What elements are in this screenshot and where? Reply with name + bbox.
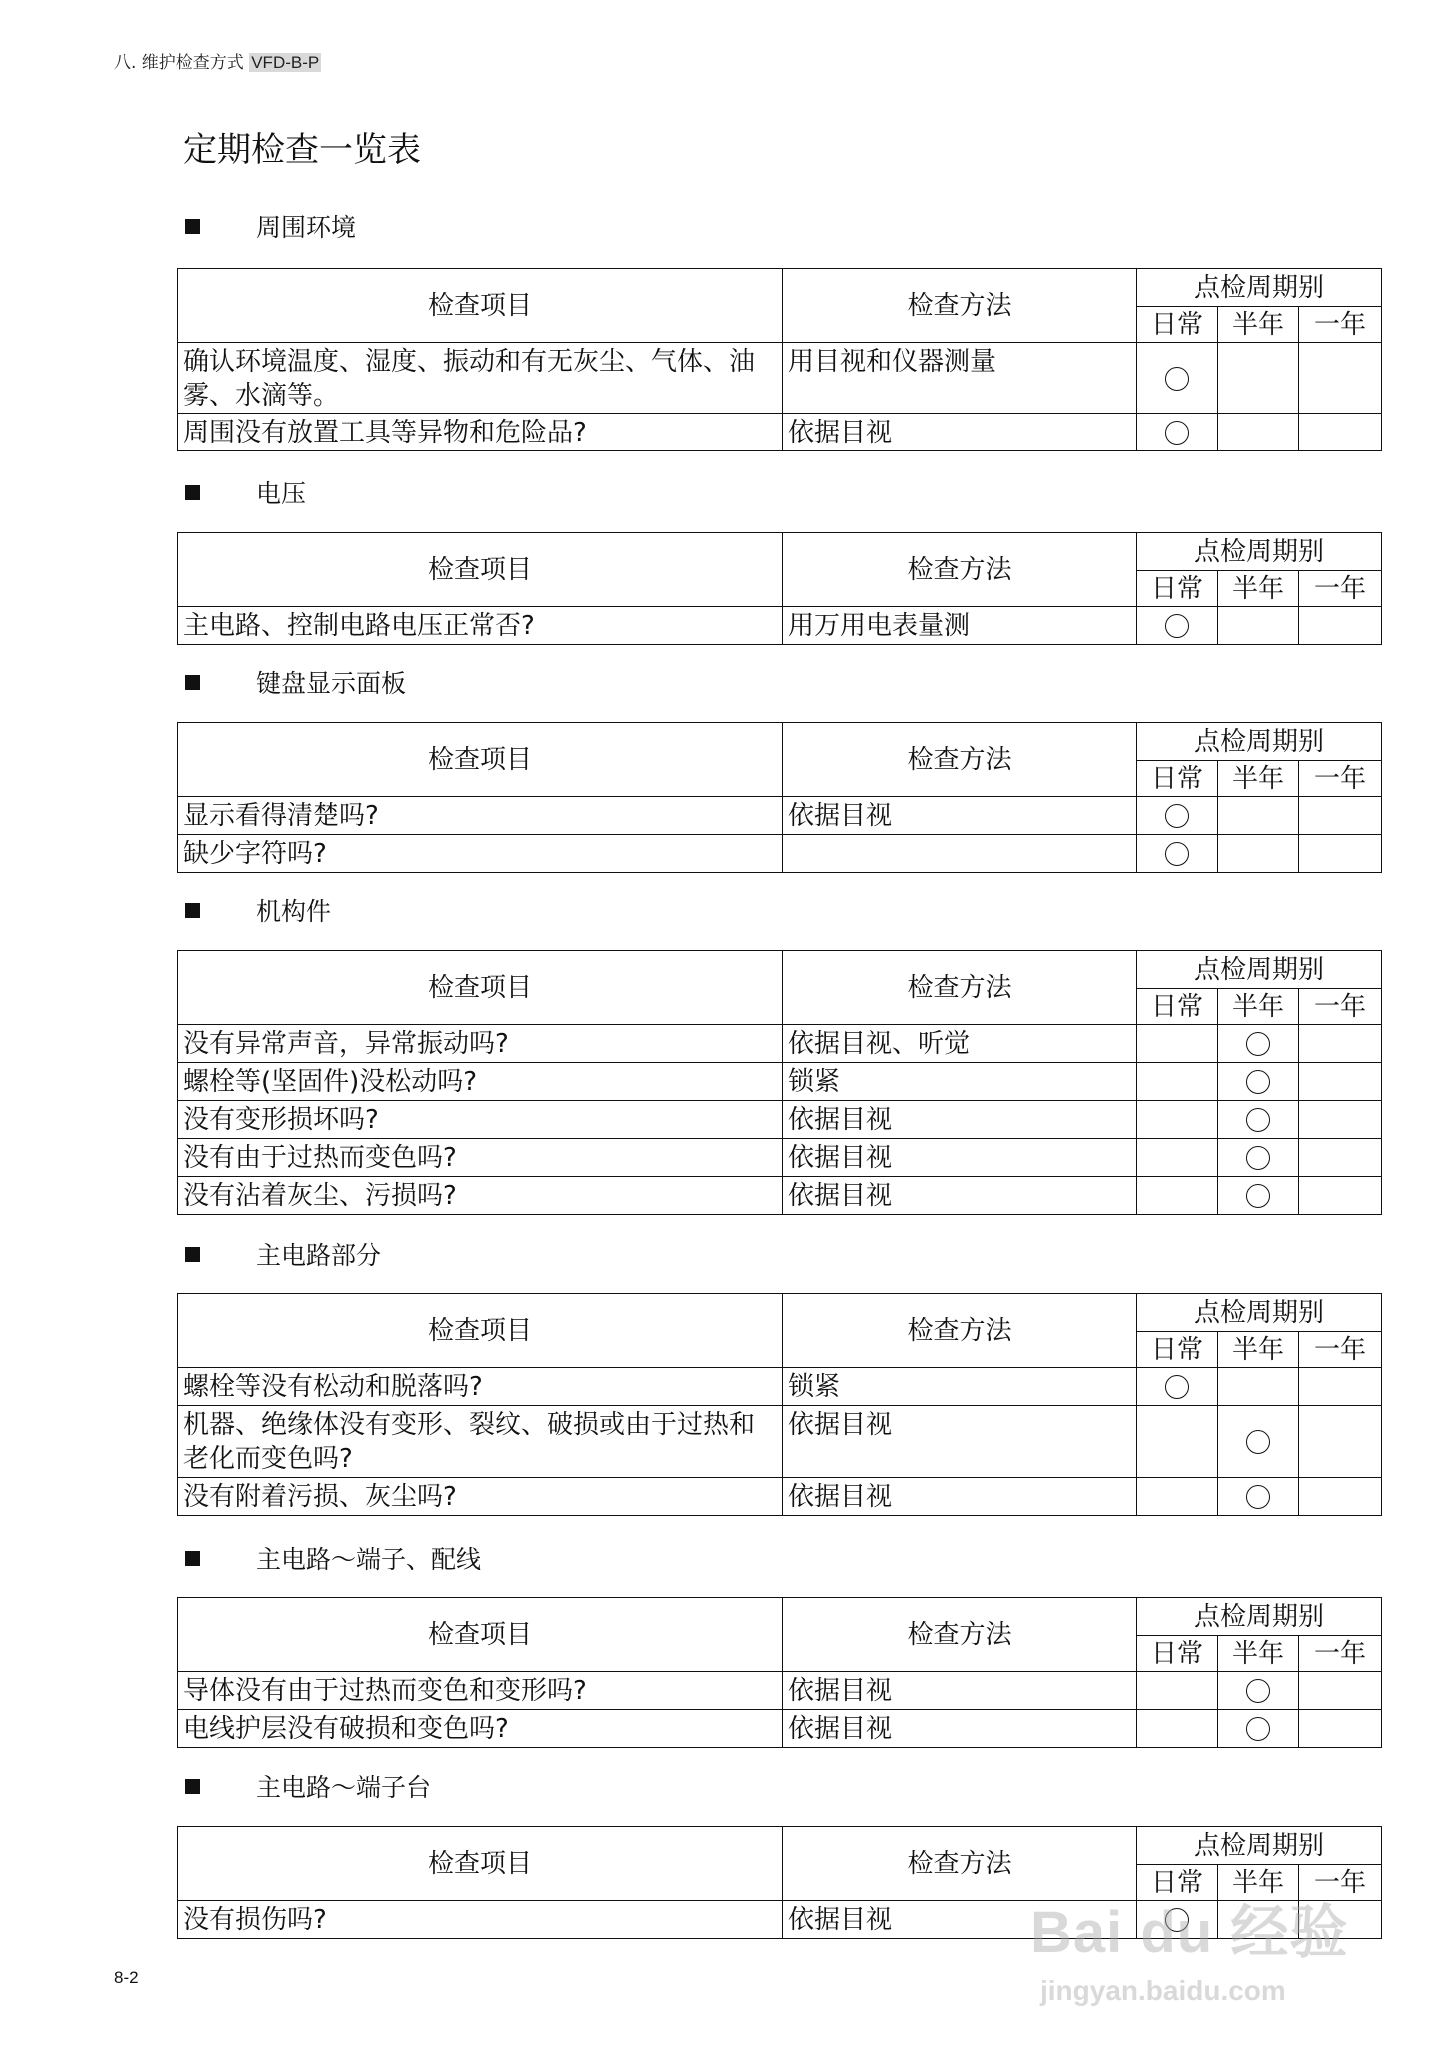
inspection-table [177, 532, 1382, 645]
period-cell-yearly [1299, 797, 1382, 835]
section-heading [185, 892, 331, 928]
check-method: 依据目视 [783, 1478, 1137, 1516]
table-row [178, 1710, 1382, 1748]
check-method: 用万用电表量测 [783, 607, 1137, 645]
check-method: 依据目视 [783, 797, 1137, 835]
header-yearly: 一年 [1299, 989, 1382, 1025]
period-cell-yearly [1299, 835, 1382, 873]
check-method: 依据目视、听觉 [783, 1025, 1137, 1063]
section-heading-text: 键盘显示面板 [256, 669, 407, 698]
header-half-year: 半年 [1218, 571, 1299, 607]
period-cell-half-year [1218, 1063, 1299, 1101]
header-item: 检查项目 [178, 269, 783, 343]
section-heading-text: 主电路～端子、配线 [256, 1545, 482, 1574]
inspection-table [177, 722, 1382, 873]
circle-mark-icon [1165, 842, 1189, 866]
header-half-year: 半年 [1218, 989, 1299, 1025]
table-row [178, 1177, 1382, 1215]
header-method: 检查方法 [783, 533, 1137, 607]
check-method: 锁紧 [783, 1368, 1137, 1406]
check-item: 没有附着污损、灰尘吗? [178, 1478, 783, 1516]
header-daily: 日常 [1137, 761, 1218, 797]
model-label: VFD-B-P [251, 53, 320, 72]
table-row [178, 1063, 1382, 1101]
period-cell-daily [1137, 1710, 1218, 1748]
page-title: 定期检查一览表 [183, 130, 421, 170]
period-cell-daily [1137, 414, 1218, 451]
check-method: 依据目视 [783, 414, 1137, 451]
check-item: 主电路、控制电路电压正常否? [178, 607, 783, 645]
header-method: 检查方法 [783, 723, 1137, 797]
header-period: 点检周期别 [1137, 1598, 1382, 1636]
section-heading [185, 474, 306, 510]
circle-mark-icon [1165, 804, 1189, 828]
period-cell-daily [1137, 1025, 1218, 1063]
circle-mark-icon [1246, 1679, 1270, 1703]
square-bullet-icon [185, 675, 200, 690]
check-method [783, 835, 1137, 873]
circle-mark-icon [1246, 1184, 1270, 1208]
circle-mark-icon [1246, 1430, 1270, 1454]
period-cell-daily [1137, 1139, 1218, 1177]
period-cell-yearly [1299, 1672, 1382, 1710]
check-method: 依据目视 [783, 1901, 1137, 1939]
check-item: 电线护层没有破损和变色吗? [178, 1710, 783, 1748]
header-item: 检查项目 [178, 1598, 783, 1672]
period-cell-yearly [1299, 343, 1382, 414]
square-bullet-icon [185, 1247, 200, 1262]
table-row [178, 343, 1382, 414]
square-bullet-icon [185, 1779, 200, 1794]
period-cell-yearly [1299, 1101, 1382, 1139]
header-period: 点检周期别 [1137, 723, 1382, 761]
circle-mark-icon [1246, 1032, 1270, 1056]
period-cell-yearly [1299, 414, 1382, 451]
period-cell-half-year [1218, 1710, 1299, 1748]
period-cell-half-year [1218, 1368, 1299, 1406]
watermark-url: jingyan.baidu.com [1040, 1975, 1286, 2006]
section-heading [185, 1768, 431, 1804]
header-yearly: 一年 [1299, 307, 1382, 343]
header-yearly: 一年 [1299, 571, 1382, 607]
header-daily: 日常 [1137, 571, 1218, 607]
header-daily: 日常 [1137, 1636, 1218, 1672]
check-method: 依据目视 [783, 1710, 1137, 1748]
circle-mark-icon [1246, 1108, 1270, 1132]
check-item: 没有变形损坏吗? [178, 1101, 783, 1139]
period-cell-yearly [1299, 1710, 1382, 1748]
period-cell-daily [1137, 1406, 1218, 1478]
header-method: 检查方法 [783, 269, 1137, 343]
period-cell-daily [1137, 1672, 1218, 1710]
check-item: 没有异常声音，异常振动吗? [178, 1025, 783, 1063]
period-cell-daily [1137, 1101, 1218, 1139]
circle-mark-icon [1165, 367, 1189, 391]
header-item: 检查项目 [178, 723, 783, 797]
header-daily: 日常 [1137, 1332, 1218, 1368]
header-method: 检查方法 [783, 1598, 1137, 1672]
section-heading [185, 1236, 381, 1272]
table-row [178, 1139, 1382, 1177]
header-period: 点检周期别 [1137, 269, 1382, 307]
watermark [1030, 1885, 1348, 2007]
table-row [178, 1406, 1382, 1478]
table-row [178, 414, 1382, 451]
period-cell-half-year [1218, 1478, 1299, 1516]
section-heading-text: 电压 [256, 479, 307, 508]
check-item: 没有由于过热而变色吗? [178, 1139, 783, 1177]
circle-mark-icon [1246, 1717, 1270, 1741]
inspection-table [177, 1597, 1382, 1748]
header-half-year: 半年 [1218, 1332, 1299, 1368]
circle-mark-icon [1165, 614, 1189, 638]
inspection-table [177, 1293, 1382, 1516]
table-row [178, 1672, 1382, 1710]
watermark-logo: Bai du 经验 [1030, 1900, 1349, 1965]
period-cell-half-year [1218, 835, 1299, 873]
inspection-table [177, 268, 1382, 451]
header-item: 检查项目 [178, 951, 783, 1025]
circle-mark-icon [1246, 1070, 1270, 1094]
period-cell-half-year [1218, 1139, 1299, 1177]
check-item: 导体没有由于过热而变色和变形吗? [178, 1672, 783, 1710]
period-cell-daily [1137, 797, 1218, 835]
table-row [178, 797, 1382, 835]
table-row [178, 1025, 1382, 1063]
header-yearly: 一年 [1299, 1636, 1382, 1672]
page-number: 8-2 [114, 1968, 139, 1987]
square-bullet-icon [185, 903, 200, 918]
header-half-year: 半年 [1218, 1865, 1299, 1901]
period-cell-yearly [1299, 1025, 1382, 1063]
check-method: 依据目视 [783, 1177, 1137, 1215]
check-method: 依据目视 [783, 1672, 1137, 1710]
check-method: 依据目视 [783, 1101, 1137, 1139]
table-row [178, 835, 1382, 873]
header-daily: 日常 [1137, 307, 1218, 343]
check-item: 螺栓等没有松动和脱落吗? [178, 1368, 783, 1406]
header-item: 检查项目 [178, 1827, 783, 1901]
section-heading-text: 主电路～端子台 [256, 1773, 432, 1802]
period-cell-yearly [1299, 1368, 1382, 1406]
period-cell-half-year [1218, 343, 1299, 414]
period-cell-daily [1137, 1368, 1218, 1406]
check-item: 周围没有放置工具等异物和危险品? [178, 414, 783, 451]
chapter-label: 八. 维护检查方式 [114, 53, 244, 73]
period-cell-yearly [1299, 1478, 1382, 1516]
table-row [178, 1478, 1382, 1516]
circle-mark-icon [1246, 1485, 1270, 1509]
period-cell-half-year [1218, 1177, 1299, 1215]
section-heading [185, 208, 356, 244]
period-cell-yearly [1299, 1063, 1382, 1101]
header-item: 检查项目 [178, 1294, 783, 1368]
circle-mark-icon [1165, 421, 1189, 445]
period-cell-half-year [1218, 1025, 1299, 1063]
section-heading-text: 主电路部分 [256, 1241, 382, 1270]
period-cell-half-year [1218, 1406, 1299, 1478]
period-cell-half-year [1218, 414, 1299, 451]
check-item: 螺栓等(坚固件)没松动吗? [178, 1063, 783, 1101]
header-method: 检查方法 [783, 1294, 1137, 1368]
check-item: 缺少字符吗? [178, 835, 783, 873]
section-heading [185, 1540, 481, 1576]
period-cell-daily [1137, 1478, 1218, 1516]
period-cell-half-year [1218, 1672, 1299, 1710]
period-cell-yearly [1299, 607, 1382, 645]
check-item: 没有损伤吗? [178, 1901, 783, 1939]
check-item: 显示看得清楚吗? [178, 797, 783, 835]
check-method: 依据目视 [783, 1406, 1137, 1478]
period-cell-yearly [1299, 1139, 1382, 1177]
table-row [178, 607, 1382, 645]
period-cell-yearly [1299, 1406, 1382, 1478]
period-cell-daily [1137, 1063, 1218, 1101]
header-daily: 日常 [1137, 989, 1218, 1025]
section-heading [185, 664, 406, 700]
header-period: 点检周期别 [1137, 1827, 1382, 1865]
running-header [114, 48, 321, 73]
section-heading-text: 周围环境 [256, 213, 357, 242]
square-bullet-icon [185, 485, 200, 500]
period-cell-half-year [1218, 607, 1299, 645]
table-row [178, 1101, 1382, 1139]
circle-mark-icon [1246, 1146, 1270, 1170]
square-bullet-icon [185, 1551, 200, 1566]
square-bullet-icon [185, 219, 200, 234]
check-item: 没有沾着灰尘、污损吗? [178, 1177, 783, 1215]
check-method: 依据目视 [783, 1139, 1137, 1177]
check-method: 锁紧 [783, 1063, 1137, 1101]
header-period: 点检周期别 [1137, 951, 1382, 989]
period-cell-half-year [1218, 1101, 1299, 1139]
header-half-year: 半年 [1218, 307, 1299, 343]
period-cell-daily [1137, 343, 1218, 414]
header-yearly: 一年 [1299, 1865, 1382, 1901]
period-cell-yearly [1299, 1177, 1382, 1215]
header-method: 检查方法 [783, 1827, 1137, 1901]
header-item: 检查项目 [178, 533, 783, 607]
section-heading-text: 机构件 [256, 897, 332, 926]
header-period: 点检周期别 [1137, 1294, 1382, 1332]
header-daily: 日常 [1137, 1865, 1218, 1901]
check-method: 用目视和仪器测量 [783, 343, 1137, 414]
period-cell-daily [1137, 835, 1218, 873]
header-half-year: 半年 [1218, 761, 1299, 797]
table-row [178, 1368, 1382, 1406]
header-method: 检查方法 [783, 951, 1137, 1025]
period-cell-daily [1137, 1177, 1218, 1215]
check-item: 确认环境温度、湿度、振动和有无灰尘、气体、油雾、水滴等。 [178, 343, 783, 414]
header-yearly: 一年 [1299, 761, 1382, 797]
header-yearly: 一年 [1299, 1332, 1382, 1368]
check-item: 机器、绝缘体没有变形、裂纹、破损或由于过热和老化而变色吗? [178, 1406, 783, 1478]
period-cell-half-year [1218, 797, 1299, 835]
period-cell-daily [1137, 607, 1218, 645]
header-half-year: 半年 [1218, 1636, 1299, 1672]
circle-mark-icon [1165, 1375, 1189, 1399]
header-period: 点检周期别 [1137, 533, 1382, 571]
inspection-table [177, 950, 1382, 1215]
